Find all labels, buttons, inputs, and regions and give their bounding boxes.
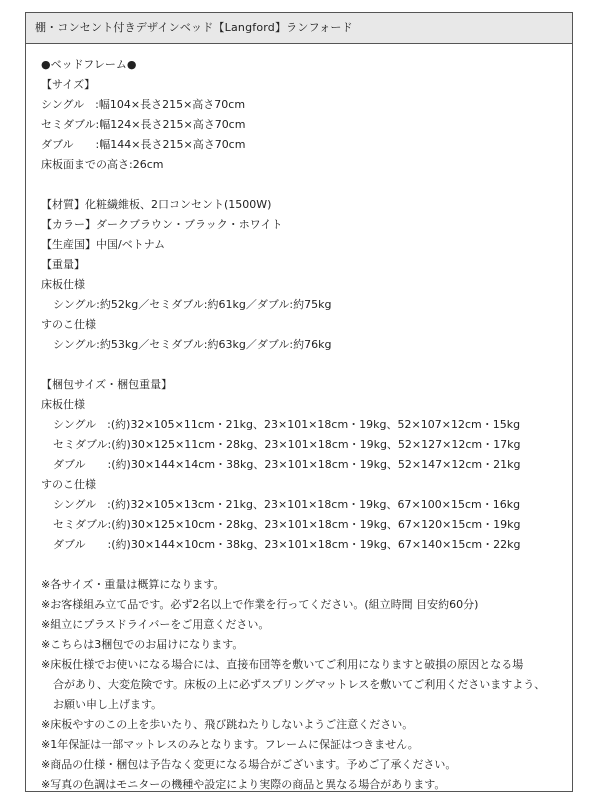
origin: 【生産国】中国/ベトナム: [41, 238, 166, 251]
note-color: ※写真の色調はモニターの機種や設定により実際の商品と異なる場合があります。: [41, 778, 446, 791]
floor-height: 床板面までの高さ:26cm: [41, 158, 164, 171]
note-screwdriver: ※組立にプラスドライバーをご用意ください。: [41, 618, 270, 631]
note-no-jumping: ※床板やすのこの上を歩いたり、飛び跳ねたりしないようご注意ください。: [41, 718, 414, 731]
material: 【材質】化粧繊維板、2口コンセント(1500W): [41, 198, 272, 211]
size-single: シングル :幅104×長さ215×高さ70cm: [41, 98, 246, 111]
note-packages: ※こちらは3梱包でのお届けになります。: [41, 638, 244, 651]
package-slat-double: ダブル :(約)30×144×10cm・38kg、23×101×18cm・19kg、67×140×15cm・22kg: [53, 538, 521, 551]
frame-heading: ●ベッドフレーム●: [41, 58, 137, 71]
note-floor-warning-end: お願い申し上げます。: [53, 698, 163, 711]
size-label: 【サイズ】: [41, 78, 96, 91]
spec-table: [25, 12, 573, 792]
note-floor-warning-cont: 合があり、大変危険です。床板の上に必ずスプリングマットレスを敷いてご利用くださいますよう、: [53, 678, 546, 691]
note-assembly: ※お客様組み立て品です。必ず2名以上で作業を行ってください。(組立時間 目安約60分): [41, 598, 479, 611]
size-semi-double: セミダブル:幅124×長さ215×高さ70cm: [41, 118, 246, 131]
weight-label: 【重量】: [41, 258, 85, 271]
note-spec-change: ※商品の仕様・梱包は予告なく変更になる場合がございます。予めご了承ください。: [41, 758, 457, 771]
weight-slat-type: すのこ仕様: [41, 318, 96, 331]
note-warranty: ※1年保証は一部マットレスのみとなります。フレームに保証はつきません。: [41, 738, 419, 751]
note-floor-warning: ※床板仕様でお使いになる場合には、直接布団等を敷いてご利用になりますと破損の原因となる場: [41, 658, 524, 671]
package-floor-type: 床板仕様: [41, 398, 85, 411]
weight-floor-type: 床板仕様: [41, 278, 85, 291]
package-floor-double: ダブル :(約)30×144×14cm・38kg、23×101×18cm・19kg、52×147×12cm・21kg: [53, 458, 521, 471]
package-floor-semi-double: セミダブル:(約)30×125×11cm・28kg、23×101×18cm・19kg、52×127×12cm・17kg: [53, 438, 521, 451]
package-floor-single: シングル :(約)32×105×11cm・21kg、23×101×18cm・19kg、52×107×12cm・15kg: [53, 418, 521, 431]
color-options: 【カラー】ダークブラウン・ブラック・ホワイト: [41, 218, 283, 231]
package-slat-single: シングル :(約)32×105×13cm・21kg、23×101×18cm・19kg、67×100×15cm・16kg: [53, 498, 521, 511]
product-title: 棚・コンセント付きデザインベッド【Langford】ランフォード: [26, 13, 572, 44]
package-label: 【梱包サイズ・梱包重量】: [41, 378, 173, 391]
package-slat-type: すのこ仕様: [41, 478, 96, 491]
package-slat-semi-double: セミダブル:(約)30×125×10cm・28kg、23×101×18cm・19kg、67×120×15cm・19kg: [53, 518, 521, 531]
size-double: ダブル :幅144×長さ215×高さ70cm: [41, 138, 246, 151]
note-estimate: ※各サイズ・重量は概算になります。: [41, 578, 225, 591]
weight-floor-values: シングル:約52kg／セミダブル:約61kg／ダブル:約75kg: [53, 298, 332, 311]
weight-slat-values: シングル:約53kg／セミダブル:約63kg／ダブル:約76kg: [53, 338, 332, 351]
spec-content: [41, 55, 566, 795]
